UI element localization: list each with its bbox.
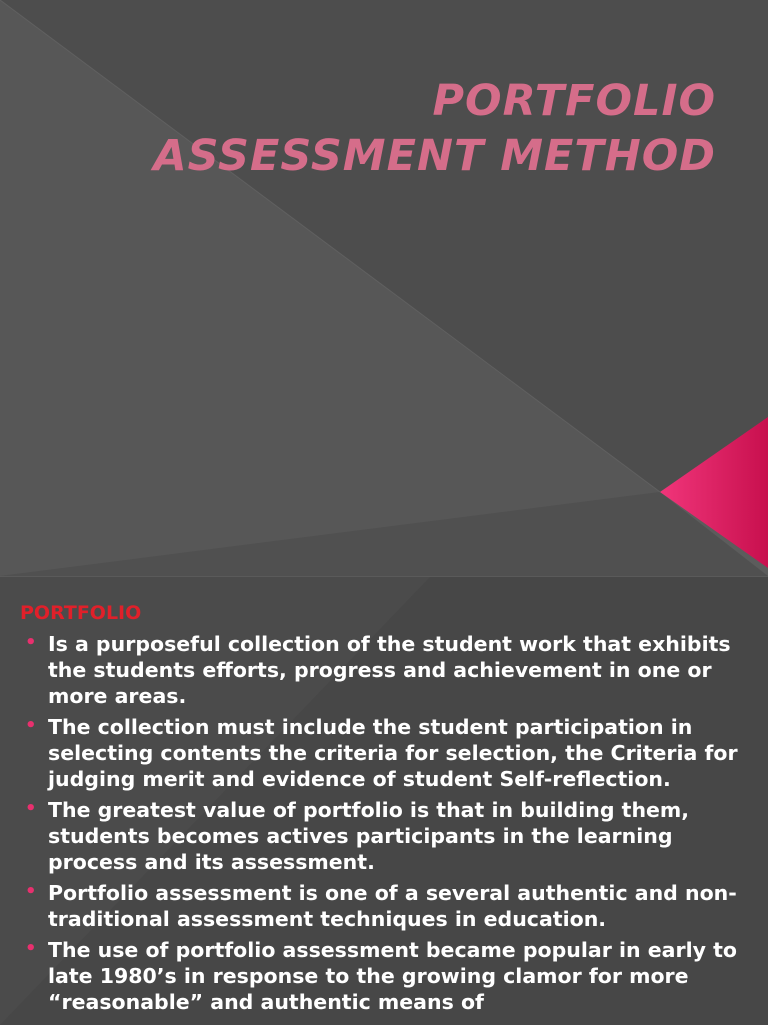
bullet-text: Portfolio assessment is one of a several authentic and non-traditional assessment techniques in education. [48, 881, 737, 931]
bullet-list [20, 631, 750, 1020]
bullet-text: The collection must include the student participation in selecting contents the criteria for selection, the Criteria for judging merit and evidence of student Self-reflection. [48, 715, 738, 791]
bullet-item [20, 797, 750, 875]
bullet-item [20, 714, 750, 792]
bullet-text: Is a purposeful collection of the student work that exhibits the students efforts, progress and achievement in one or more areas. [48, 632, 731, 708]
bullet-icon: • [25, 938, 37, 959]
title-line-2: ASSESSMENT METHOD [153, 131, 716, 181]
content-slide [0, 576, 768, 1025]
bullet-icon: • [25, 881, 37, 902]
content-heading: PORTFOLIO [20, 602, 142, 624]
bullet-icon: • [25, 632, 37, 653]
bullet-item [20, 937, 750, 1015]
bullet-text: The use of portfolio assessment became popular in early to late 1980’s in response to the growing clamor for more “reasonable” and authentic means of [48, 938, 737, 1014]
bullet-icon: • [25, 715, 37, 736]
bullet-text: The greatest value of portfolio is that in building them, students becomes actives participants in the learning process and its assessment. [48, 798, 690, 874]
slide-title [153, 74, 716, 184]
bullet-item [20, 880, 750, 932]
bullet-item [20, 631, 750, 709]
bullet-icon: • [25, 798, 37, 819]
title-line-1: PORTFOLIO [432, 76, 716, 126]
